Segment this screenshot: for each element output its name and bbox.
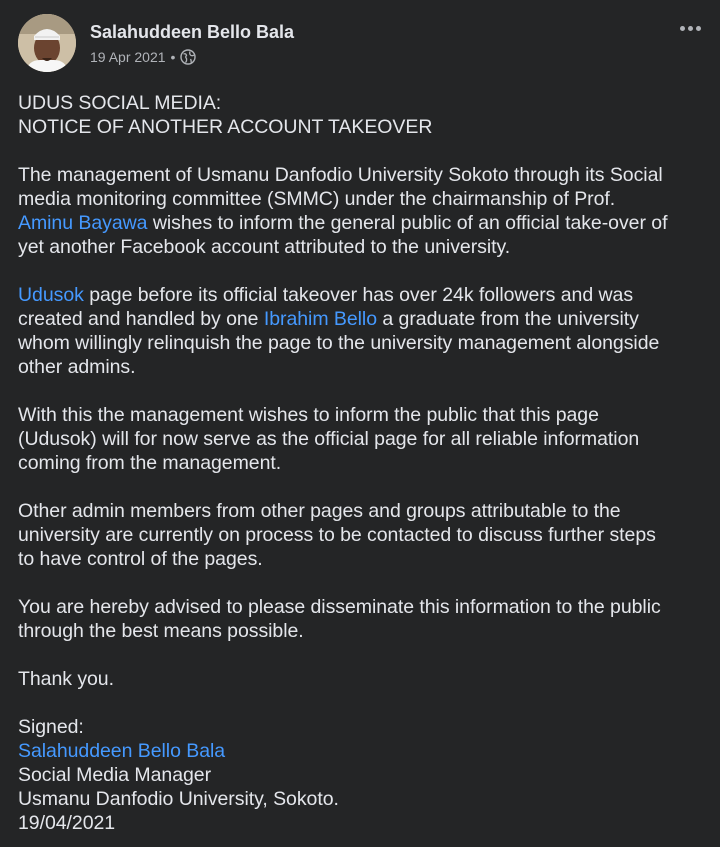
text-segment: wishes to inform the general public of an official take-over of [147, 212, 668, 234]
link-ibrahim-bello[interactable]: Ibrahim Bello [263, 308, 378, 330]
paragraph-intro [18, 163, 708, 259]
post-heading [18, 91, 708, 139]
text-line: The management of Usmanu Danfodio University Sokoto through its Social [18, 164, 663, 186]
post-meta [90, 49, 196, 65]
link-udusok[interactable]: Udusok [18, 284, 84, 306]
more-dot [688, 26, 693, 31]
text-line: to have control of the pages. [18, 548, 263, 570]
text-line: Thank you. [18, 668, 114, 690]
text-segment: page before its official takeover has over 24k followers and was [83, 284, 634, 306]
text-segment: a graduate from the university [377, 308, 639, 330]
post-date[interactable]: 19 Apr 2021 [90, 49, 166, 65]
post-header [18, 14, 702, 74]
more-dot [696, 26, 701, 31]
paragraph-official-page [18, 403, 708, 475]
text-line: With this the management wishes to inform the public that this page [18, 404, 599, 426]
author-name[interactable]: Salahuddeen Bello Bala [90, 22, 295, 42]
text-line: whom willingly relinquish the page to the university management alongside [18, 332, 660, 354]
text-line: media monitoring committee (SMMC) under the chairmanship of Prof. [18, 188, 616, 210]
text-line [18, 211, 708, 235]
heading-line: UDUS SOCIAL MEDIA: [18, 92, 222, 114]
link-signatory[interactable]: Salahuddeen Bello Bala [18, 740, 226, 762]
paragraph-udusok [18, 283, 708, 379]
text-line: university are currently on process to be contacted to discuss further steps [18, 524, 656, 546]
signature-date: 19/04/2021 [18, 812, 116, 834]
text-line [18, 739, 708, 763]
text-line: (Udusok) will for now serve as the official page for all reliable information [18, 428, 640, 450]
signatory-org: Usmanu Danfodio University, Sokoto. [18, 788, 339, 810]
globe-icon[interactable] [180, 49, 196, 65]
text-line [18, 307, 708, 331]
text-line: yet another Facebook account attributed to the university. [18, 236, 511, 258]
signature-block [18, 715, 708, 835]
text-line: through the best means possible. [18, 620, 304, 642]
text-line: coming from the management. [18, 452, 282, 474]
paragraph-advice [18, 595, 708, 643]
link-aminu-bayawa[interactable]: Aminu Bayawa [18, 212, 148, 234]
signed-label: Signed: [18, 716, 84, 738]
text-segment: created and handled by one [18, 308, 264, 330]
paragraph-other-admins [18, 499, 708, 571]
signatory-title: Social Media Manager [18, 764, 212, 786]
text-line: You are hereby advised to please disseminate this information to the public [18, 596, 661, 618]
paragraph-thanks [18, 667, 708, 691]
more-options-icon[interactable] [674, 16, 706, 40]
heading-line: NOTICE OF ANOTHER ACCOUNT TAKEOVER [18, 116, 433, 138]
post-text [18, 91, 708, 835]
text-line: Other admin members from other pages and groups attributable to the [18, 500, 621, 522]
text-line [18, 283, 708, 307]
text-line: other admins. [18, 356, 136, 378]
avatar-image [18, 14, 76, 72]
meta-separator: • [170, 49, 176, 65]
more-dot [680, 26, 685, 31]
avatar[interactable] [18, 14, 76, 72]
